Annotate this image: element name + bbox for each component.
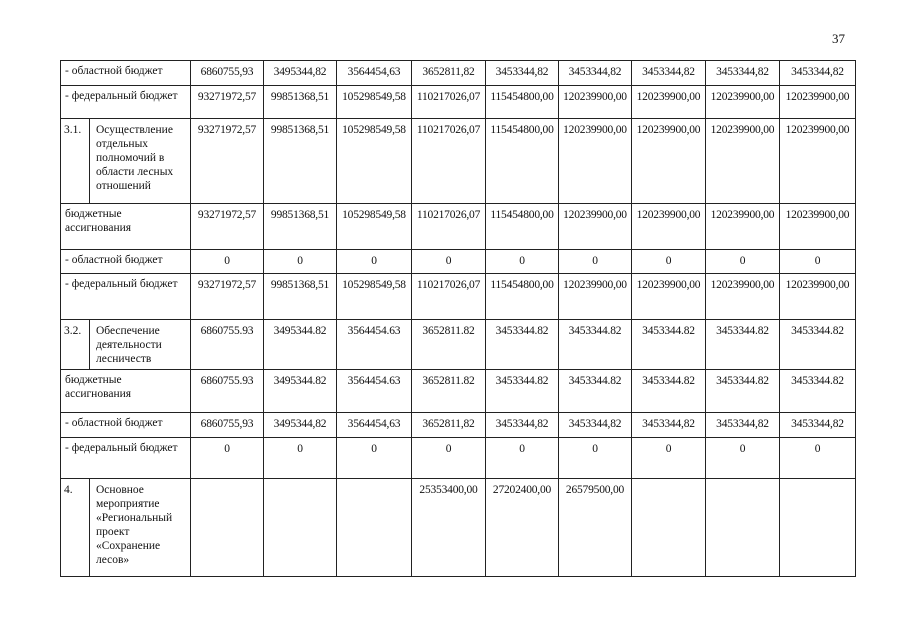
item-index: 4. [61, 479, 90, 577]
table-row [61, 274, 856, 320]
value-cell: 0 [191, 250, 264, 274]
value-cell: 99851368,51 [264, 274, 337, 320]
value-cell: 3453344,82 [706, 413, 780, 438]
value-cell: 115454800,00 [486, 274, 559, 320]
value-cell: 99851368,51 [264, 119, 337, 204]
value-cell: 115454800,00 [486, 204, 559, 250]
value-cell: 3564454,63 [337, 413, 412, 438]
value-cell: 3564454,63 [337, 61, 412, 86]
table-row-item [61, 320, 856, 370]
row-label: - федеральный бюджет [61, 274, 191, 320]
page-number: 37 [832, 31, 845, 46]
value-cell: 3453344,82 [486, 61, 559, 86]
row-label: - федеральный бюджет [61, 86, 191, 119]
value-cell: 120239900,00 [632, 119, 706, 204]
value-cell: 3453344,82 [780, 413, 856, 438]
item-index: 3.2. [61, 320, 90, 370]
value-cell: 110217026,07 [412, 86, 486, 119]
value-cell: 27202400,00 [486, 479, 559, 577]
value-cell: 120239900,00 [632, 204, 706, 250]
value-cell: 120239900,00 [706, 204, 780, 250]
value-cell: 0 [559, 250, 632, 274]
value-cell: 120239900,00 [559, 274, 632, 320]
value-cell: 110217026,07 [412, 119, 486, 204]
value-cell: 3453344.82 [632, 320, 706, 370]
value-cell: 3652811,82 [412, 61, 486, 86]
table-row-item [61, 479, 856, 577]
value-cell: 0 [337, 438, 412, 479]
value-cell: 120239900,00 [632, 86, 706, 119]
value-cell: 0 [632, 438, 706, 479]
value-cell: 120239900,00 [780, 274, 856, 320]
value-cell [337, 479, 412, 577]
value-cell [706, 479, 780, 577]
value-cell: 0 [706, 250, 780, 274]
value-cell: 120239900,00 [559, 86, 632, 119]
value-cell: 99851368,51 [264, 86, 337, 119]
budget-table [60, 60, 856, 577]
value-cell: 3453344.82 [780, 370, 856, 413]
item-index: 3.1. [61, 119, 90, 204]
value-cell: 3453344.82 [706, 370, 780, 413]
value-cell: 0 [264, 438, 337, 479]
item-name: Обеспечение деятельности лесничеств [90, 320, 191, 370]
value-cell: 25353400,00 [412, 479, 486, 577]
table-row [61, 86, 856, 119]
table-row [61, 250, 856, 274]
value-cell: 3453344,82 [486, 413, 559, 438]
value-cell: 3453344,82 [632, 413, 706, 438]
value-cell: 0 [559, 438, 632, 479]
value-cell: 6860755.93 [191, 370, 264, 413]
value-cell: 26579500,00 [559, 479, 632, 577]
row-label: - областной бюджет [61, 61, 191, 86]
value-cell: 3453344.82 [486, 370, 559, 413]
table-row [61, 370, 856, 413]
value-cell: 93271972,57 [191, 119, 264, 204]
value-cell: 3453344,82 [780, 61, 856, 86]
value-cell [264, 479, 337, 577]
row-label: бюджетные ассигнования [61, 204, 191, 250]
value-cell [191, 479, 264, 577]
value-cell: 93271972,57 [191, 86, 264, 119]
item-name: Осуществление отдельных полномочий в области лесных отношений [90, 119, 191, 204]
value-cell: 3453344.82 [632, 370, 706, 413]
value-cell: 0 [486, 438, 559, 479]
value-cell: 105298549,58 [337, 274, 412, 320]
value-cell: 0 [486, 250, 559, 274]
value-cell [780, 479, 856, 577]
value-cell: 0 [337, 250, 412, 274]
value-cell [632, 479, 706, 577]
value-cell: 3453344.82 [706, 320, 780, 370]
value-cell: 0 [412, 438, 486, 479]
row-label: - областной бюджет [61, 413, 191, 438]
value-cell: 0 [706, 438, 780, 479]
value-cell: 3453344.82 [559, 370, 632, 413]
value-cell: 3453344.82 [780, 320, 856, 370]
value-cell: 0 [412, 250, 486, 274]
value-cell: 0 [780, 250, 856, 274]
table-row [61, 204, 856, 250]
value-cell: 3652811.82 [412, 320, 486, 370]
value-cell: 120239900,00 [559, 204, 632, 250]
value-cell: 6860755.93 [191, 320, 264, 370]
value-cell: 120239900,00 [780, 204, 856, 250]
value-cell: 99851368,51 [264, 204, 337, 250]
value-cell: 3495344.82 [264, 320, 337, 370]
value-cell: 110217026,07 [412, 204, 486, 250]
value-cell: 3564454.63 [337, 320, 412, 370]
value-cell: 93271972,57 [191, 274, 264, 320]
value-cell: 93271972,57 [191, 204, 264, 250]
value-cell: 120239900,00 [706, 274, 780, 320]
value-cell: 120239900,00 [780, 86, 856, 119]
value-cell: 3564454.63 [337, 370, 412, 413]
table-row-item [61, 119, 856, 204]
value-cell: 3453344.82 [559, 320, 632, 370]
value-cell: 3453344.82 [486, 320, 559, 370]
table-row [61, 413, 856, 438]
value-cell: 120239900,00 [706, 86, 780, 119]
row-label: - федеральный бюджет [61, 438, 191, 479]
value-cell: 115454800,00 [486, 119, 559, 204]
value-cell: 120239900,00 [706, 119, 780, 204]
value-cell: 3652811.82 [412, 370, 486, 413]
value-cell: 6860755,93 [191, 61, 264, 86]
value-cell: 105298549,58 [337, 86, 412, 119]
value-cell: 120239900,00 [780, 119, 856, 204]
value-cell: 0 [264, 250, 337, 274]
value-cell: 120239900,00 [632, 274, 706, 320]
row-label: - областной бюджет [61, 250, 191, 274]
row-label: бюджетные ассигнования [61, 370, 191, 413]
value-cell: 0 [780, 438, 856, 479]
item-name: Основное мероприятие «Региональный проект «Сохранение лесов» [90, 479, 191, 577]
value-cell: 3453344,82 [706, 61, 780, 86]
value-cell: 3652811,82 [412, 413, 486, 438]
table-row [61, 438, 856, 479]
value-cell: 0 [632, 250, 706, 274]
value-cell: 110217026,07 [412, 274, 486, 320]
value-cell: 3453344,82 [559, 61, 632, 86]
value-cell: 3495344.82 [264, 370, 337, 413]
value-cell: 105298549,58 [337, 119, 412, 204]
value-cell: 115454800,00 [486, 86, 559, 119]
value-cell: 3453344,82 [559, 413, 632, 438]
value-cell: 6860755,93 [191, 413, 264, 438]
value-cell: 120239900,00 [559, 119, 632, 204]
table-row [61, 61, 856, 86]
value-cell: 3495344,82 [264, 61, 337, 86]
value-cell: 3495344,82 [264, 413, 337, 438]
value-cell: 3453344,82 [632, 61, 706, 86]
value-cell: 0 [191, 438, 264, 479]
value-cell: 105298549,58 [337, 204, 412, 250]
